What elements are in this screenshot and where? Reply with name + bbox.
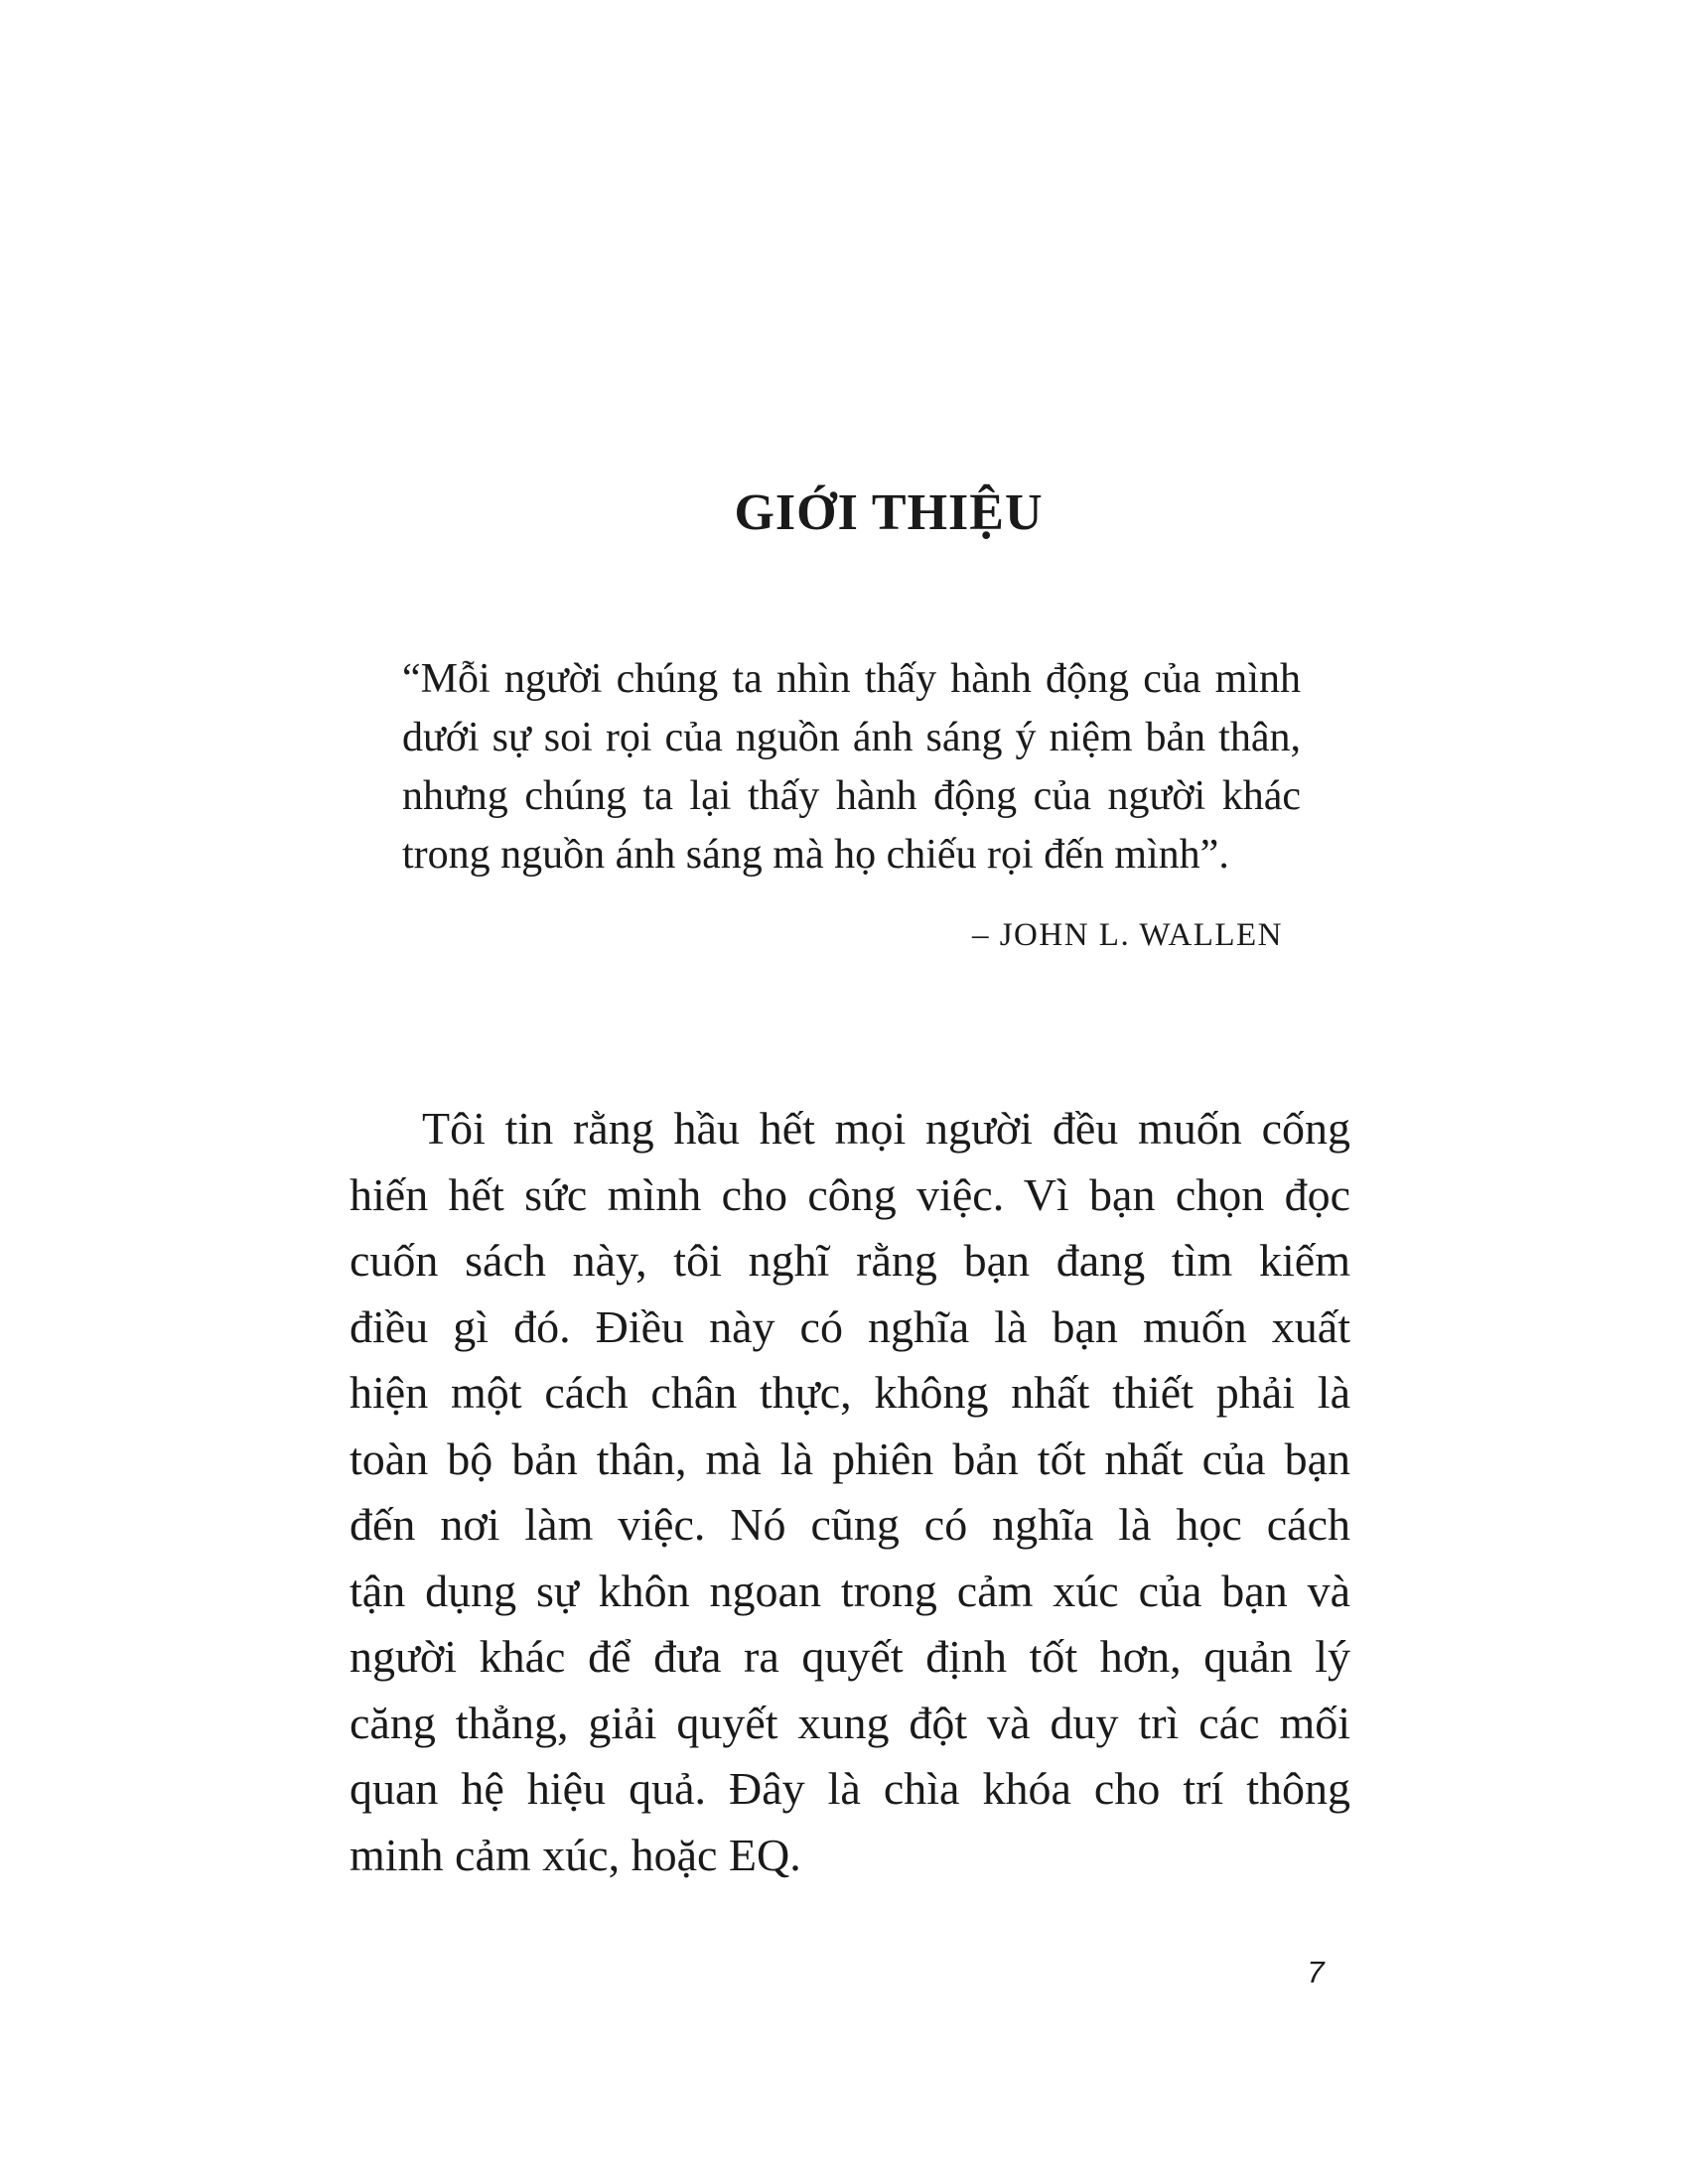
body-line: toàn bộ bản thân, mà là phiên bản tốt nhất của bạn bbox=[350, 1433, 1350, 1484]
body-line: người khác để đưa ra quyết định tốt hơn, quản lý bbox=[350, 1631, 1350, 1682]
quote-line: dưới sự soi rọi của nguồn ánh sáng ý niệm bản thân, bbox=[402, 715, 1301, 760]
body-line: Tôi tin rằng hầu hết mọi người đều muốn cống bbox=[422, 1103, 1350, 1154]
body-line: minh cảm xúc, hoặc EQ. bbox=[350, 1829, 801, 1880]
epigraph-quote bbox=[402, 650, 1301, 885]
body-line: cuốn sách này, tôi nghĩ rằng bạn đang tìm kiếm bbox=[350, 1235, 1350, 1286]
body-line: đến nơi làm việc. Nó cũng có nghĩa là học cách bbox=[350, 1499, 1350, 1550]
quote-attribution: – JOHN L. WALLEN bbox=[971, 917, 1283, 953]
quote-line: “Mỗi người chúng ta nhìn thấy hành động của mình bbox=[402, 656, 1301, 702]
page-title: GIỚI THIỆU bbox=[734, 484, 1044, 541]
body-paragraph bbox=[350, 1096, 1350, 1888]
body-line: căng thẳng, giải quyết xung đột và duy trì các mối bbox=[350, 1697, 1350, 1748]
body-line: hiến hết sức mình cho công việc. Vì bạn chọn đọc bbox=[350, 1168, 1350, 1220]
body-line: hiện một cách chân thực, không nhất thiết phải là bbox=[350, 1367, 1350, 1418]
body-line: tận dụng sự khôn ngoan trong cảm xúc của bạn và bbox=[350, 1565, 1350, 1616]
body-line: điều gì đó. Điều này có nghĩa là bạn muốn xuất bbox=[350, 1300, 1350, 1352]
body-line: quan hệ hiệu quả. Đây là chìa khóa cho trí thông bbox=[350, 1763, 1350, 1814]
page-number: 7 bbox=[1307, 1955, 1325, 1989]
quote-line: nhưng chúng ta lại thấy hành động của người khác bbox=[402, 773, 1301, 819]
quote-line: trong nguồn ánh sáng mà họ chiếu rọi đến mình”. bbox=[402, 832, 1229, 878]
